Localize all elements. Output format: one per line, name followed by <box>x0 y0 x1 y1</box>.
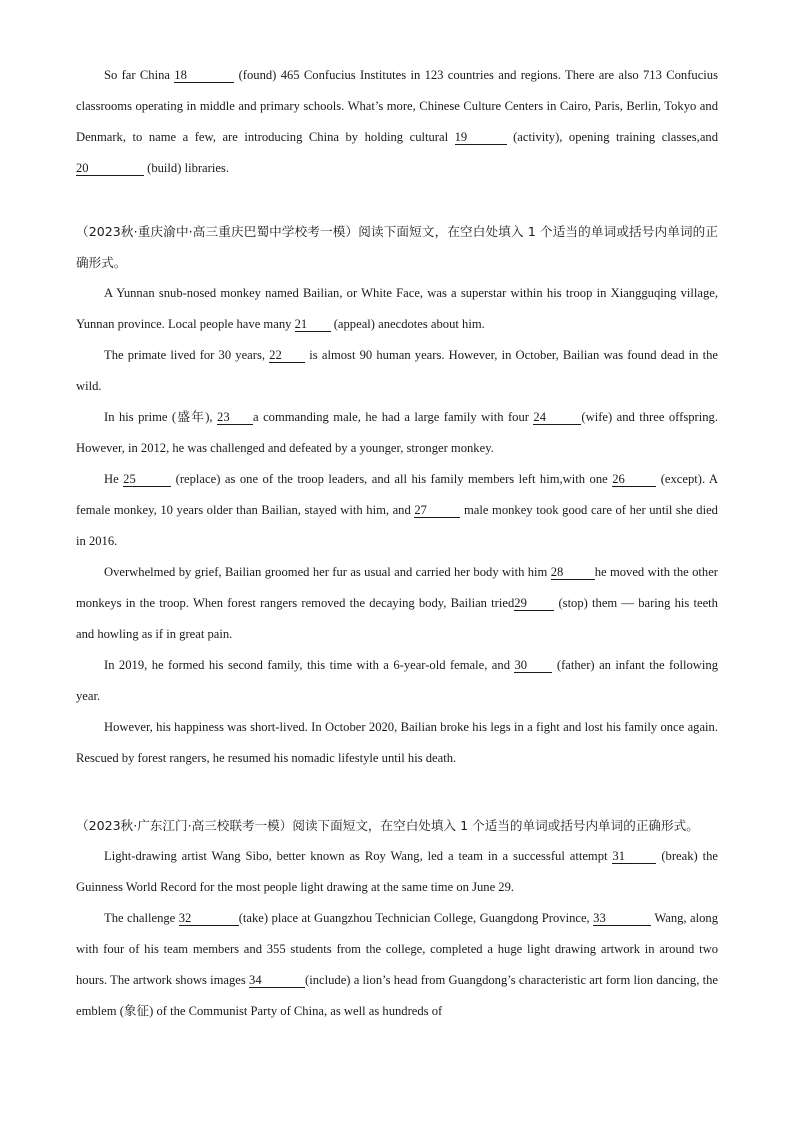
blank-34: 34 <box>249 973 305 988</box>
text: (include) a lion’s head from Guangdong’s characteristic art form lion dancing, the emblem (象征) of the Communist Party of China, as well as hundreds of <box>76 973 718 1018</box>
text: (replace) as one of the troop leaders, and all his family members left him,with one <box>171 472 613 486</box>
blank-23: 23 <box>217 410 253 425</box>
blank-28: 28 <box>551 565 595 580</box>
paragraph <box>76 60 718 184</box>
text: He <box>104 472 124 486</box>
text: So far China <box>104 68 175 82</box>
paragraph <box>76 340 718 402</box>
blank-26: 26 <box>612 472 656 487</box>
text: (build) libraries. <box>144 161 229 175</box>
section-heading: （2023秋·广东江门·高三校联考一模）阅读下面短文，在空白处填入 1 个适当的单词或括号内单词的正确形式。 <box>76 818 699 833</box>
passage-bailian <box>76 216 718 774</box>
blank-21: 21 <box>295 317 331 332</box>
text: (father) an infant the following year. <box>76 658 718 703</box>
text: male monkey took good care of her until she died in 2016. <box>76 503 718 548</box>
text: (except). A female monkey, 10 years older than Bailian, stayed with him, and <box>76 472 718 517</box>
paragraph <box>76 712 718 774</box>
blank-31: 31 <box>612 849 656 864</box>
text: (appeal) anecdotes about him. <box>330 317 485 331</box>
text: he moved with the other monkeys in the troop. When forest rangers removed the decaying body, Bailian tried <box>76 565 718 610</box>
paragraph <box>76 841 718 903</box>
blank-22: 22 <box>269 348 305 363</box>
text: In 2019, he formed his second family, this time with a 6-year-old female, and <box>104 658 515 672</box>
blank-30: 30 <box>514 658 552 673</box>
text: The primate lived for 30 years, <box>104 348 270 362</box>
paragraph <box>76 903 718 1027</box>
paragraph <box>76 650 718 712</box>
blank-19: 19 <box>455 130 507 145</box>
text: A Yunnan snub-nosed monkey named Bailian, or White Face, was a superstar within his troop in Xiangguqing village, Yunnan province. Local people have many <box>76 286 718 331</box>
section-heading: （2023秋·重庆渝中·高三重庆巴蜀中学校考一模）阅读下面短文，在空白处填入 1 个适当的单词或括号内单词的正确形式。 <box>76 224 718 270</box>
paragraph <box>76 464 718 557</box>
blank-27: 27 <box>414 503 460 518</box>
blank-24: 24 <box>533 410 581 425</box>
blank-29: 29 <box>514 596 554 611</box>
blank-33: 33 <box>593 911 651 926</box>
text: (activity), opening training classes,and <box>506 130 719 144</box>
passage-light-drawing <box>76 810 718 1027</box>
text: a commanding male, he had a large family with four <box>253 410 534 424</box>
passage-confucius <box>76 60 718 184</box>
text: However, his happiness was short-lived. In October 2020, Bailian broke his legs in a fight and lost his family once again. Rescued by forest rangers, he resumed his nomadic lifestyle until his death. <box>76 720 718 765</box>
blank-20: 20 <box>76 161 144 176</box>
text: (take) place at Guangzhou Technician College, Guangdong Province, <box>238 911 594 925</box>
paragraph <box>76 278 718 340</box>
text: (break) the Guinness World Record for the most people light drawing at the same time on June 29. <box>76 849 718 894</box>
text: (stop) them — baring his teeth and howling as if in great pain. <box>76 596 718 641</box>
text: In his prime (盛年), <box>104 410 218 424</box>
blank-25: 25 <box>123 472 171 487</box>
blank-32: 32 <box>179 911 239 926</box>
paragraph <box>76 402 718 464</box>
paragraph <box>76 557 718 650</box>
blank-18: 18 <box>174 68 234 83</box>
text: Wang, along with four of his team members and 355 students from the college, completed a huge light drawing artwork in around two hours. The artwork shows images <box>76 911 719 987</box>
text: Light-drawing artist Wang Sibo, better known as Roy Wang, led a team in a successful attempt <box>104 849 613 863</box>
text: The challenge <box>104 911 179 925</box>
text: (wife) and three offspring. However, in 2012, he was challenged and defeated by a younger, stronger monkey. <box>76 410 718 455</box>
text: (found) 465 Confucius Institutes in 123 countries and regions. There are also 713 Confucius classrooms operating in middle and primary schools. What’s more, Chinese Culture Centers in Cairo, Paris, Berlin, Tokyo and Denmark, to name a few, are introducing China by holding cultural <box>76 68 718 144</box>
text: is almost 90 human years. However, in October, Bailian was found dead in the wild. <box>76 348 718 393</box>
text: Overwhelmed by grief, Bailian groomed her fur as usual and carried her body with him <box>104 565 551 579</box>
